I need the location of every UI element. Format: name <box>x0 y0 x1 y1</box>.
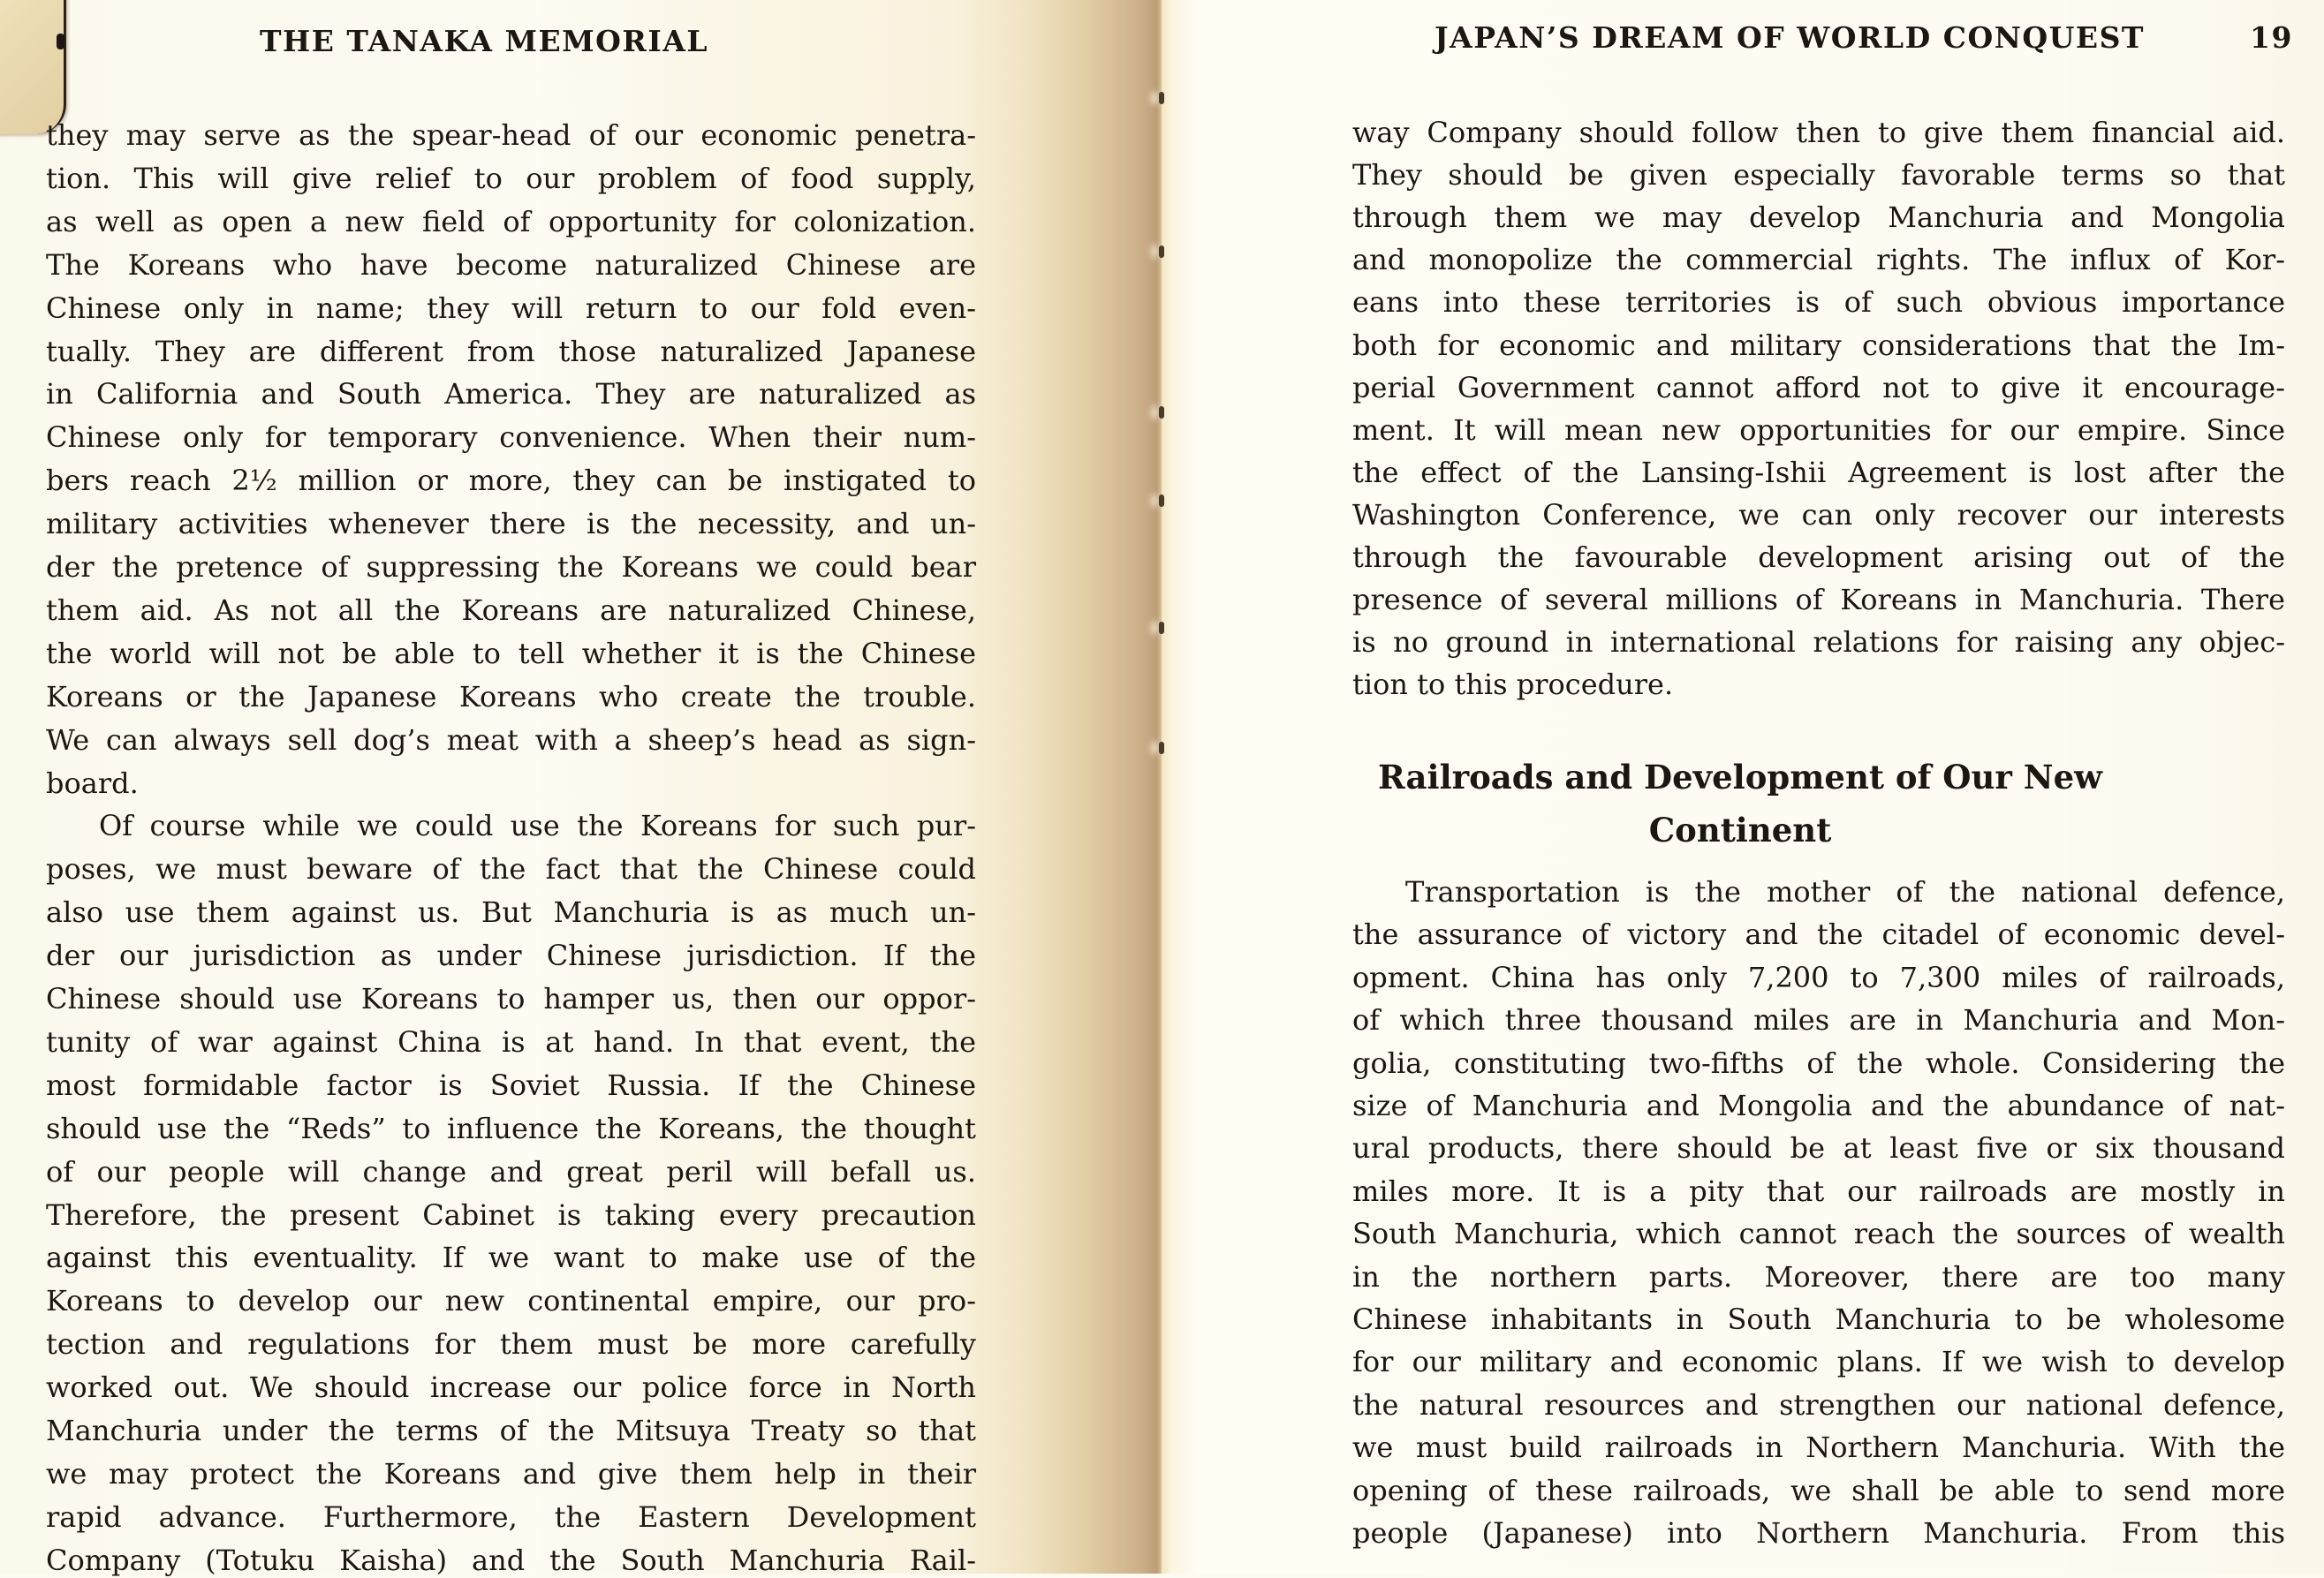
text-line: Koreans to develop our new continental empire, our pro- <box>46 1284 976 1318</box>
text-line: the effect of the Lansing-Ishii Agreement is lost after the <box>1352 455 2285 489</box>
text-line: through them we may develop Manchuria and Mongolia <box>1352 200 2285 235</box>
text-line: worked out. We should increase our police force in North <box>46 1370 976 1405</box>
text-line: the natural resources and strengthen our national defence, <box>1352 1387 2285 1422</box>
text-line: Of course while we could use the Koreans for such pur- <box>99 809 976 843</box>
text-line: the world will not be able to tell whether it is the Chinese <box>46 636 976 670</box>
text-line: Chinese only for temporary convenience. When their num- <box>46 420 976 455</box>
text-line: military activities whenever there is the necessity, and un- <box>46 507 976 541</box>
binding-stitch <box>1159 406 1164 419</box>
text-line: size of Manchuria and Mongolia and the abundance of nat- <box>1352 1089 2285 1122</box>
right-page <box>1162 0 2324 1574</box>
text-line: The Koreans who have become naturalized Chinese are <box>46 247 976 282</box>
text-line: of our people will change and great peril will befall us. <box>46 1154 976 1189</box>
text-line: Manchuria under the terms of the Mitsuya Treaty so that <box>46 1414 976 1447</box>
text-line: Transportation is the mother of the national defence, <box>1405 875 2285 909</box>
binding-stitch <box>1159 245 1164 258</box>
text-line: as well as open a new field of opportunity for colonization. <box>46 204 976 238</box>
text-line: them aid. As not all the Koreans are naturalized Chinese, <box>46 593 976 627</box>
text-line: golia, constituting two-fifths of the whole. Considering the <box>1352 1046 2285 1080</box>
page-number: 19 <box>2250 20 2293 55</box>
text-line: should use the “Reds” to influence the Koreans, the thought <box>46 1111 976 1145</box>
text-line: the assurance of victory and the citadel of economic devel- <box>1352 917 2285 952</box>
left-page <box>0 0 1162 1577</box>
text-line: ural products, there should be at least five or six thousand <box>1352 1131 2285 1166</box>
text-line: in the northern parts. Moreover, there are too many <box>1352 1259 2285 1294</box>
text-line: we must build railroads in Northern Manchuria. With the <box>1352 1431 2285 1465</box>
text-line: ment. It will mean new opportunities for our empire. Since <box>1352 412 2285 447</box>
text-line: tunity of war against China is at hand. In that event, the <box>46 1024 976 1059</box>
text-line: for our military and economic plans. If we wish to develop <box>1352 1345 2285 1379</box>
text-line: poses, we must beware of the fact that the Chinese could <box>46 852 976 887</box>
text-line: Company (Totuku Kaisha) and the South Manchuria Rail- <box>46 1543 976 1577</box>
text-line: tion to this procedure. <box>1352 668 1674 702</box>
text-line: against this eventuality. If we want to make use of the <box>46 1241 976 1275</box>
page-mark <box>57 34 64 49</box>
text-line: der our jurisdiction as under Chinese jurisdiction. If the <box>46 939 976 973</box>
text-line: tection and regulations for them must be more carefully <box>46 1327 976 1362</box>
text-line: we may protect the Koreans and give them help in their <box>46 1456 976 1491</box>
text-line: Chinese inhabitants in South Manchuria to be wholesome <box>1352 1302 2285 1336</box>
binding-stitch <box>1159 92 1164 104</box>
text-line: of which three thousand miles are in Manchuria and Mon- <box>1352 1003 2285 1038</box>
left-running-head: THE TANAKA MEMORIAL <box>260 24 709 58</box>
text-line: tion. This will give relief to our problem of food supply, <box>46 161 976 195</box>
text-line: Chinese only in name; they will return to our fold even- <box>46 291 976 325</box>
binding-stitch <box>1159 622 1164 634</box>
text-line: both for economic and military considerations that the Im- <box>1352 328 2285 362</box>
binding-stitch <box>1159 742 1164 754</box>
right-running-head: JAPAN’S DREAM OF WORLD CONQUEST <box>1435 20 2145 55</box>
text-line: Washington Conference, we can only recover our interests <box>1352 497 2285 532</box>
text-line: most formidable factor is Soviet Russia. If the Chinese <box>46 1068 976 1102</box>
binding-stitch <box>1159 495 1164 507</box>
text-line: opment. China has only 7,200 to 7,300 miles of railroads, <box>1352 960 2285 994</box>
text-line: Koreans or the Japanese Koreans who create the trouble. <box>46 679 976 713</box>
text-line: people (Japanese) into Northern Manchuria. From this <box>1352 1516 2285 1550</box>
text-line: is no ground in international relations for raising any objec- <box>1352 625 2285 660</box>
text-line: also use them against us. But Manchuria is as much un- <box>46 895 976 930</box>
text-line: way Company should follow then to give them financial aid. <box>1352 116 2285 149</box>
section-heading-line-1: Railroads and Development of Our New <box>1377 758 2103 797</box>
text-line: perial Government cannot afford not to give it encourage- <box>1352 370 2285 404</box>
text-line: presence of several millions of Koreans in Manchuria. There <box>1352 583 2285 617</box>
text-line: South Manchuria, which cannot reach the sources of wealth <box>1352 1217 2285 1251</box>
text-line: through the favourable development arising out of the <box>1352 540 2285 574</box>
text-line: Chinese should use Koreans to hamper us, then our oppor- <box>46 982 976 1016</box>
text-line: We can always sell dog’s meat with a sheep’s head as sign- <box>46 722 976 757</box>
text-line: board. <box>46 766 139 800</box>
section-heading-line-2: Continent <box>1648 811 1832 849</box>
text-line: opening of these railroads, we shall be able to send more <box>1352 1473 2285 1507</box>
gutter-edge <box>1156 0 1162 1574</box>
text-line: miles more. It is a pity that our railroads are mostly in <box>1352 1174 2285 1208</box>
text-line: in California and South America. They are naturalized as <box>46 377 976 411</box>
text-line: rapid advance. Furthermore, the Eastern Development <box>46 1499 976 1534</box>
text-line: and monopolize the commercial rights. The influx of Kor- <box>1352 243 2285 277</box>
text-line: they may serve as the spear-head of our economic penetra- <box>46 118 976 152</box>
paper-tab-corner <box>0 0 66 134</box>
text-line: tually. They are different from those naturalized Japanese <box>46 334 976 368</box>
text-line: They should be given especially favorable terms so that <box>1352 158 2285 193</box>
text-line: Therefore, the present Cabinet is taking every precaution <box>46 1197 976 1232</box>
text-line: eans into these territories is of such obvious importance <box>1352 285 2285 320</box>
text-line: bers reach 2½ million or more, they can be instigated to <box>46 464 976 498</box>
text-line: der the pretence of suppressing the Koreans we could bear <box>46 550 976 584</box>
